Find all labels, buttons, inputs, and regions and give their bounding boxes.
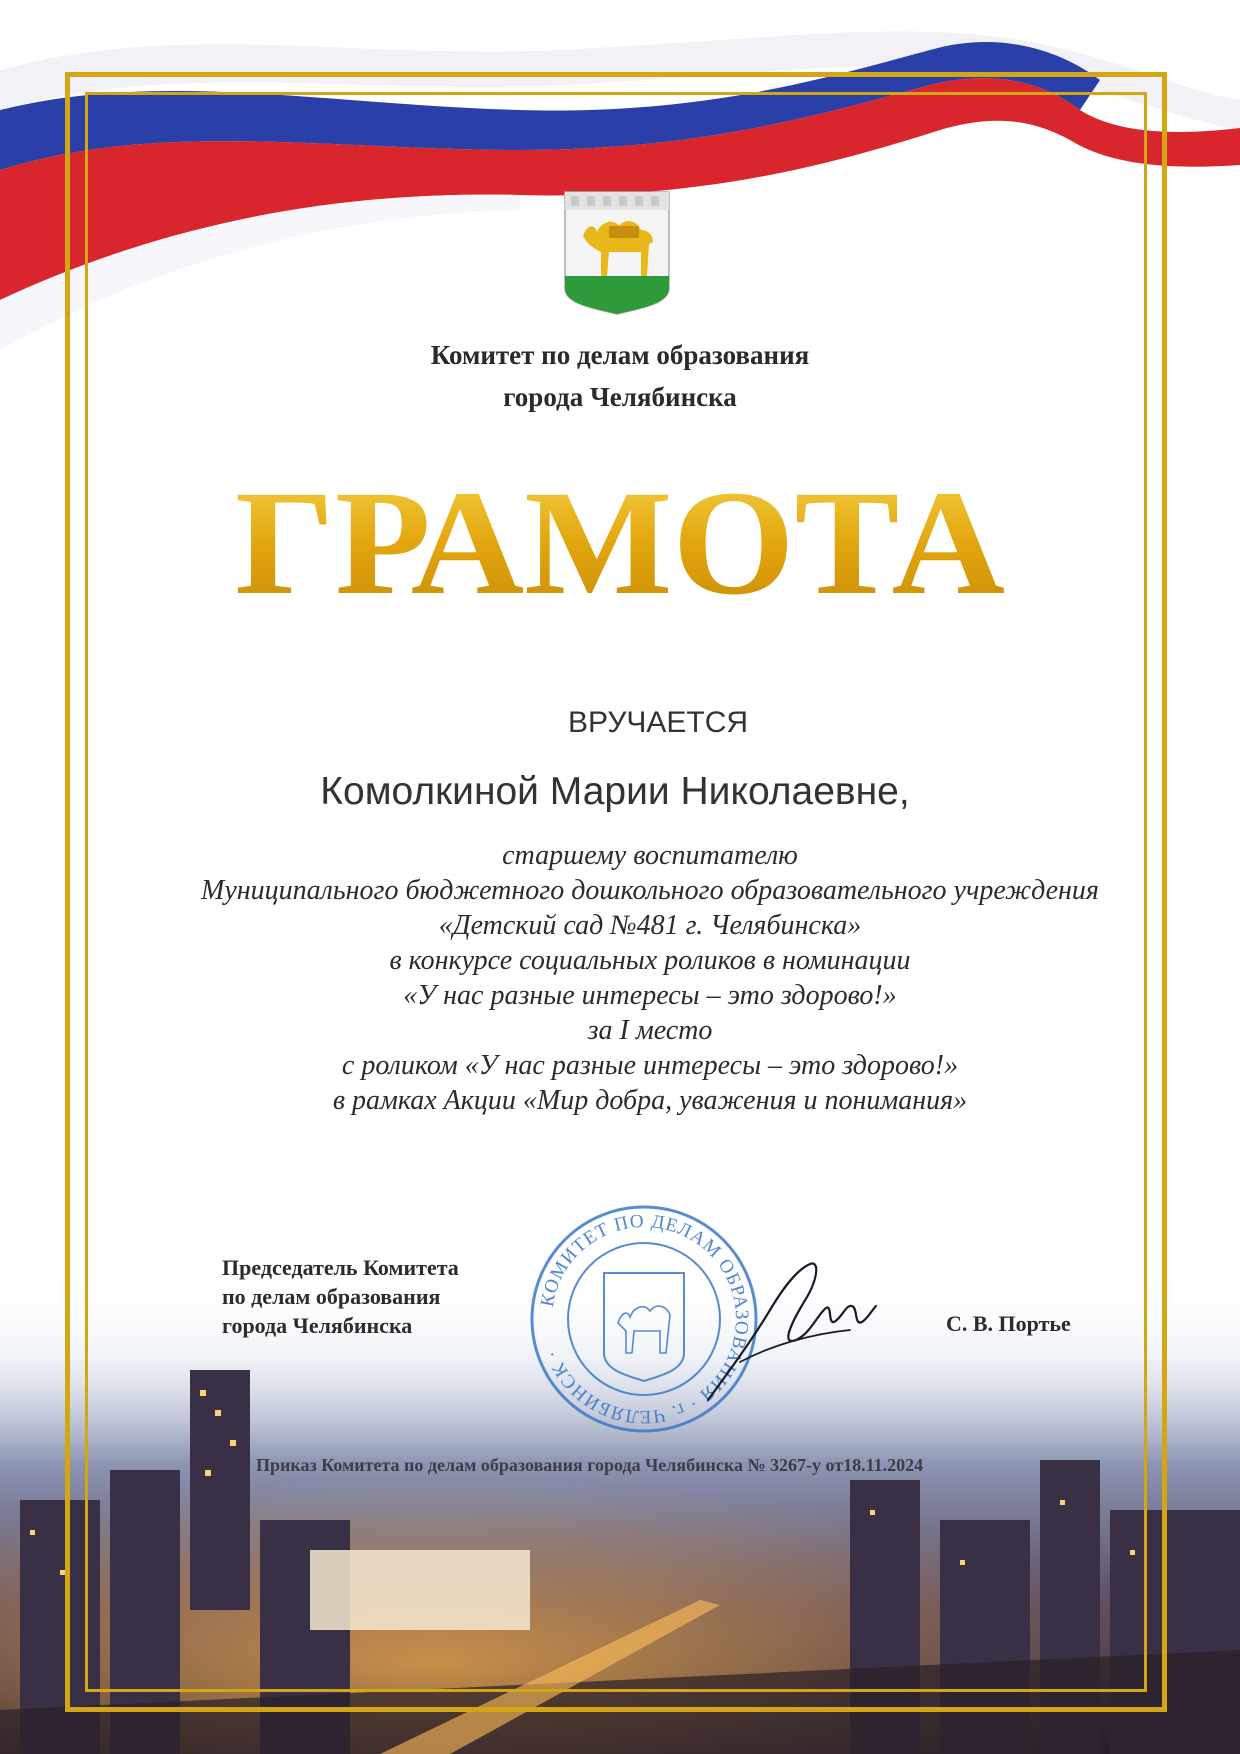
organization-line-1: Комитет по делам образования <box>430 340 810 370</box>
chairman-title <box>222 1253 459 1340</box>
body-line: с роликом «У нас разные интересы – это здорово!» <box>341 1050 959 1081</box>
signer-name: С. В. Портье <box>946 1311 1071 1336</box>
handwritten-signature <box>700 1250 880 1420</box>
order-reference: Приказ Комитета по делам образования города Челябинска № 3267-у от18.11.2024 <box>256 1455 924 1475</box>
chairman-line-1: Председатель Комитета <box>222 1255 459 1280</box>
document-title <box>200 468 1040 618</box>
stamp-text: КОМИТЕТ ПО ДЕЛАМ ОБРАЗОВАНИЯ · г. ЧЕЛЯБИНСК · <box>536 1210 753 1428</box>
chairman-line-2: по делам образования <box>222 1284 441 1309</box>
document-title-text: ГРАМОТА <box>235 468 1005 618</box>
body-line: в рамках Акции «Мир добра, уважения и понимания» <box>332 1085 968 1116</box>
body-line: «Детский сад №481 г. Челябинска» <box>438 910 862 941</box>
organization-name <box>0 334 1240 418</box>
chairman-line-3: города Челябинска <box>222 1313 413 1338</box>
body-line: старшему воспитателю <box>502 840 798 871</box>
recipient-name: Комолкиной Марии Николаевне, <box>320 770 910 813</box>
presented-label: ВРУЧАЕТСЯ <box>567 706 749 739</box>
body-line: Муниципального бюджетного дошкольного образовательного учреждения <box>201 875 1099 906</box>
chelyabinsk-coat-of-arms <box>561 188 673 316</box>
body-line: в конкурсе социальных роликов в номинации <box>389 945 911 976</box>
award-description <box>150 838 1150 1118</box>
body-line: «У нас разные интересы – это здорово!» <box>403 980 897 1011</box>
organization-line-2: города Челябинска <box>503 382 737 412</box>
body-line: за I место <box>587 1015 713 1046</box>
